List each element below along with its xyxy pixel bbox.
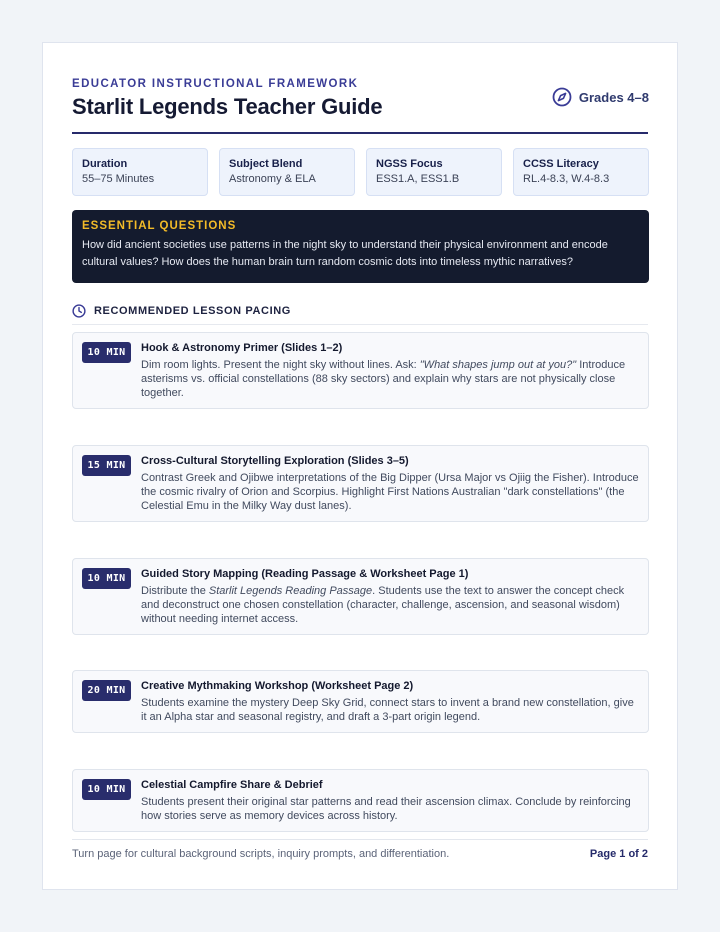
meta-card-duration	[72, 148, 208, 196]
compass-icon	[552, 87, 572, 107]
pacing-heading	[72, 304, 291, 318]
pacing-step	[72, 670, 649, 733]
footer-divider	[72, 839, 648, 840]
meta-cards	[72, 148, 649, 196]
essential-questions-title: ESSENTIAL QUESTIONS	[82, 220, 237, 232]
time-badge: 15 MIN	[82, 455, 131, 476]
pacing-divider	[72, 324, 648, 325]
step-description: Distribute the Starlit Legends Reading Passage. Students use the text to answer the concept check and deconstruct one chosen constellation (character, challenge, ascension, and seasonal wisdom) without needing internet access.	[141, 585, 625, 625]
time-badge: 20 MIN	[82, 680, 131, 701]
page-number: Page 1 of 2	[589, 848, 648, 860]
guide-page	[42, 42, 678, 890]
essential-questions-text: How did ancient societies use patterns in the night sky to understand their physical environment and encode cultural values? How does the human brain turn random cosmic dots into timeless mythic narratives?	[82, 239, 608, 268]
meta-label: NGSS Focus	[376, 158, 443, 170]
step-title: Hook & Astronomy Primer (Slides 1–2)	[141, 342, 343, 354]
time-badge: 10 MIN	[82, 779, 131, 800]
time-badge: 10 MIN	[82, 342, 131, 363]
pacing-step	[72, 445, 649, 522]
meta-card-ccss	[513, 148, 649, 196]
footer-note: Turn page for cultural background scripts, inquiry prompts, and differentiation.	[72, 848, 450, 860]
step-title: Creative Mythmaking Workshop (Worksheet Page 2)	[141, 680, 414, 692]
step-body	[141, 341, 640, 400]
meta-label: Subject Blend	[229, 158, 303, 170]
meta-value: Astronomy & ELA	[229, 173, 316, 185]
meta-value: RL.4-8.3, W.4-8.3	[523, 173, 610, 185]
step-title: Celestial Campfire Share & Debrief	[141, 779, 323, 791]
essential-questions-panel	[72, 210, 649, 283]
step-body	[141, 567, 640, 626]
time-badge: 10 MIN	[82, 568, 131, 589]
step-body	[141, 679, 640, 724]
grade-range-label: Grades 4–8	[578, 89, 649, 105]
meta-value: 55–75 Minutes	[82, 173, 155, 185]
page-title: Starlit Legends Teacher Guide	[72, 94, 383, 119]
step-body	[141, 778, 640, 823]
step-description: Students present their original star patterns and read their ascension climax. Conclude by reinforcing how stories serve as memory devices across history.	[141, 796, 631, 822]
eyebrow-label: EDUCATOR INSTRUCTIONAL FRAMEWORK	[72, 78, 359, 90]
pacing-step	[72, 332, 649, 409]
step-title: Cross-Cultural Storytelling Exploration (Slides 3–5)	[141, 455, 409, 467]
meta-label: CCSS Literacy	[523, 158, 599, 170]
pacing-heading-label: RECOMMENDED LESSON PACING	[94, 305, 291, 317]
meta-label: Duration	[82, 158, 128, 170]
step-description: Dim room lights. Present the night sky without lines. Ask: "What shapes jump out at you?" Introduce asterisms vs. official constellations (88 sky sectors) and explain why stars are not physically close together.	[141, 359, 626, 399]
pacing-step	[72, 769, 649, 832]
title-divider	[72, 132, 648, 134]
meta-card-subject	[219, 148, 355, 196]
pacing-step	[72, 558, 649, 635]
meta-value: ESS1.A, ESS1.B	[376, 173, 460, 185]
meta-card-ngss	[366, 148, 502, 196]
grade-range	[552, 86, 649, 108]
step-body	[141, 454, 640, 513]
clock-icon	[72, 304, 86, 318]
step-description: Contrast Greek and Ojibwe interpretations of the Big Dipper (Ursa Major vs Ojiig the Fisher). Introduce the cosmic rivalry of Orion and Scorpius. Highlight First Nations Australian "dark constellations" (the Celestial Emu in the Milky Way dust lanes).	[141, 472, 639, 512]
step-description: Students examine the mystery Deep Sky Grid, connect stars to invent a brand new constellation, give it an Alpha star and seasonal registry, and draft a 3-part origin legend.	[141, 697, 634, 723]
step-title: Guided Story Mapping (Reading Passage & Worksheet Page 1)	[141, 568, 469, 580]
